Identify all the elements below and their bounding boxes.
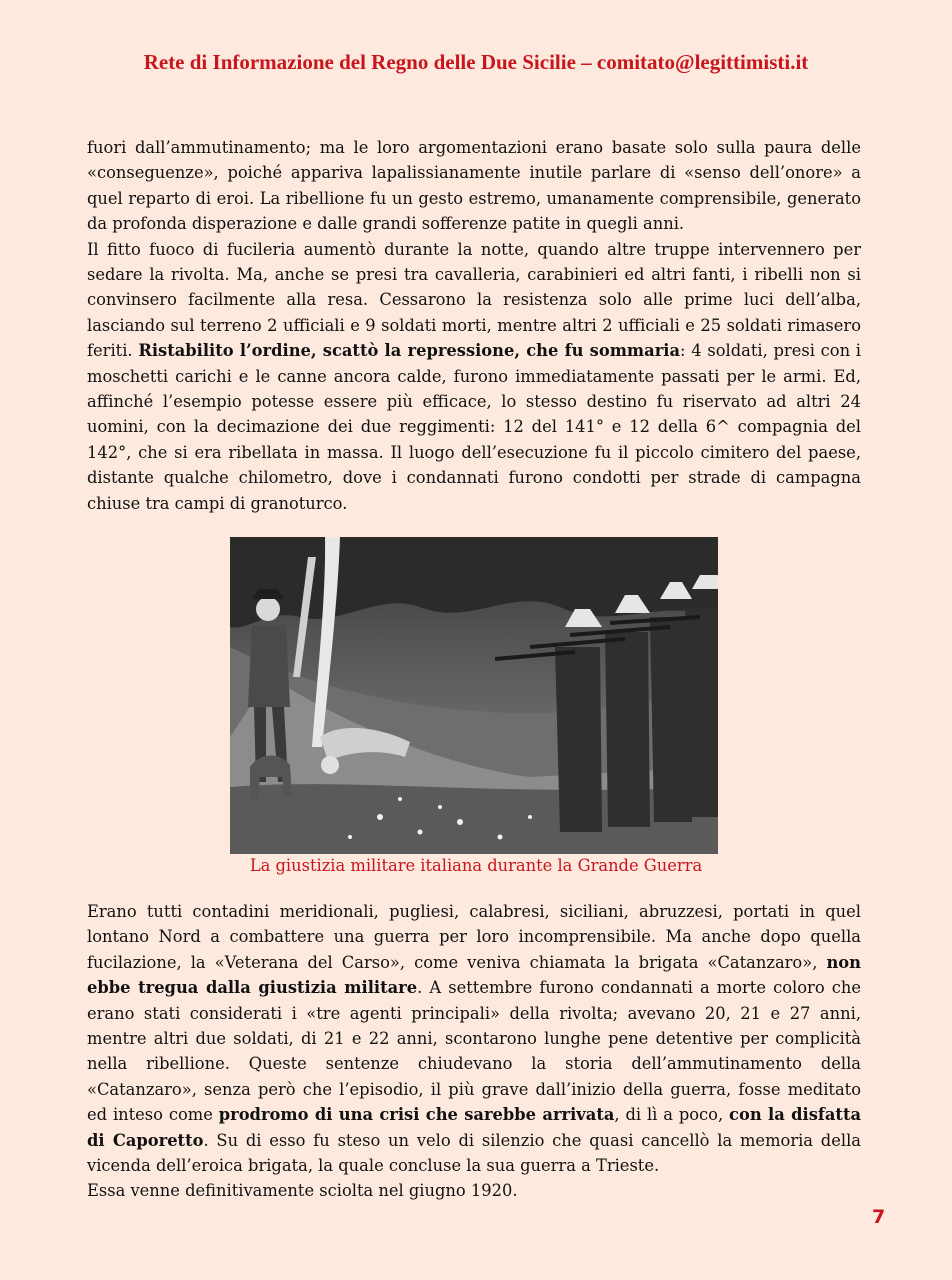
paragraph xyxy=(87,135,861,237)
paragraph-text: . Su di esso fu steso un velo di silenzio che quasi cancellò la memoria della vicenda dell’eroica brigata, la quale concluse la sua guerra a Trieste. xyxy=(87,1130,861,1176)
article-text-bottom xyxy=(87,899,861,1204)
paragraph xyxy=(87,1178,861,1203)
figure-caption: La giustizia militare italiana durante la Grande Guerra xyxy=(249,856,703,875)
bold-text: Ristabilito l’ordine, scattò la repressione, che fu sommaria xyxy=(138,341,681,361)
bold-text: prodromo di una crisi che sarebbe arrivata xyxy=(218,1105,615,1125)
illustration-drawing xyxy=(230,537,718,854)
execution-illustration xyxy=(230,537,718,854)
paragraph xyxy=(87,899,861,1178)
article-text-top xyxy=(87,135,861,516)
bold-text: con la disfatta di Caporetto xyxy=(87,1105,862,1150)
page-header: Rete di Informazione del Regno delle Due Sicilie – comitato@legittimisti.it xyxy=(143,50,809,74)
paragraph-text: . A settembre furono condannati a morte coloro che erano stati considerati i «tre agenti principali» della rivolta; avevano 20, 21 e 27 anni, mentre altri due soldati, di 21 e 22 anni, scontarono lunghe pene detentive per complicità nella ribellione. Queste sentenze chiudevano la storia dell’ammutinamento della «Catanzaro», senza però che l’episodio, il più grave dall’inizio della guerra, fosse meditato ed inteso come xyxy=(87,978,861,1125)
paragraph-text: fuori dall’ammutinamento; ma le loro argomentazioni erano basate solo sulla paura delle «conseguenze», poiché appariva lapalissianamente inutile parlare di «senso dell’onore» a quel reparto di eroi. La ribellione fu un gesto estremo, umanamente comprensibile, generato da profonda disperazione e dalle grandi sofferenze patite in quegli anni. xyxy=(87,138,861,234)
paragraph-text: Essa venne definitivamente sciolta nel giugno 1920. xyxy=(87,1181,518,1201)
paragraph-text: Il fitto fuoco di fucileria aumentò durante la notte, quando altre truppe intervennero per sedare la rivolta. Ma, anche se presi tra cavalleria, carabinieri ed altri fanti, i ribelli non si convinsero facilmente alla resa. Cessarono la resistenza solo alle prime luci dell’alba, lasciando sul terreno 2 ufficiali e 9 soldati morti, mentre altri 2 ufficiali e 25 soldati rimasero feriti. xyxy=(87,239,861,361)
paragraph-text: , di lì a poco, xyxy=(614,1105,730,1125)
page-number: 7 xyxy=(872,1206,886,1228)
paragraph xyxy=(87,237,861,516)
paragraph-text: Erano tutti contadini meridionali, pugliesi, calabresi, siciliani, abruzzesi, portati in quel lontano Nord a combattere una guerra per loro incomprensibile. Ma anche dopo quella fucilazione, la «Veterana del Carso», come veniva chiamata la brigata «Catanzaro», xyxy=(87,902,861,972)
bold-text: non ebbe tregua dalla giustizia militare xyxy=(87,952,861,998)
paragraph-text: : 4 soldati, presi con i moschetti carichi e le canne ancora calde, furono immediatamente passati per le armi. Ed, affinché l’esempio potesse essere più efficace, lo stesso destino fu riservato ad altri 24 uomini, con la decimazione dei due reggimenti: 12 del 141° e 12 della 6^ compagnia del 142°, che si era ribellata in massa. Il luogo dell’esecuzione fu il piccolo cimitero del paese, distante qualche chilometro, dove i condannati furono condotti per strade di campagna chiuse tra campi di granoturco. xyxy=(87,341,861,513)
